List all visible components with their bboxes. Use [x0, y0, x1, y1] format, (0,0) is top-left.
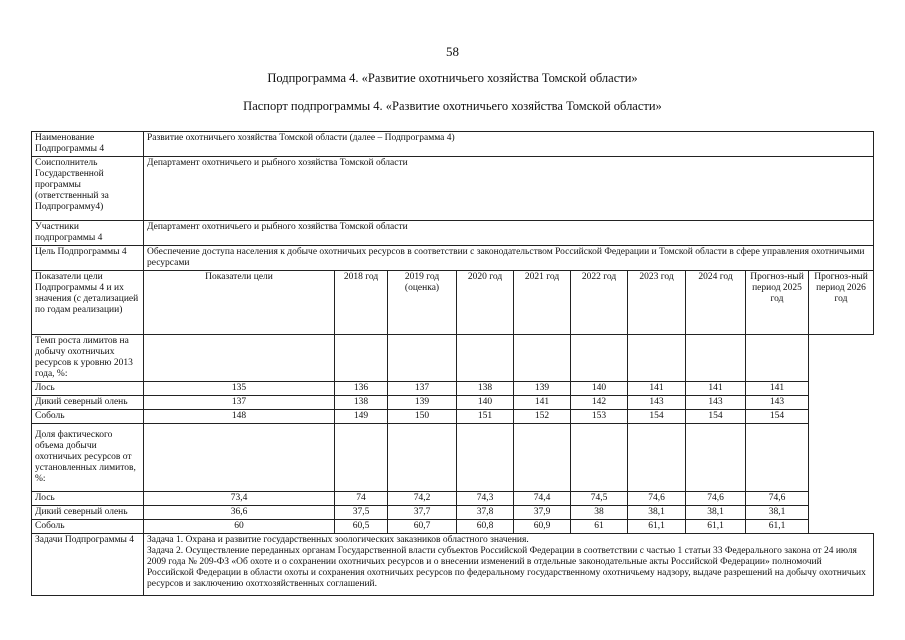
empty-cell [457, 335, 514, 382]
empty-cell [746, 424, 809, 492]
empty-cell [628, 335, 686, 382]
indicator-value: 38,1 [686, 506, 746, 520]
indicator-value: 38,1 [746, 506, 809, 520]
row-label: Наименование Подпрограммы 4 [32, 132, 144, 157]
header-year: 2021 год [514, 271, 571, 335]
empty-cell [628, 424, 686, 492]
indicator-row [32, 410, 874, 424]
empty-cell [457, 424, 514, 492]
task-2: Задача 2. Осуществление переданных органам Государственной власти субъектов Российской Федерации в соответствии с частью 1 статьи 33 Федерального закона от 24 июля 2009 года № 209-ФЗ «Об охоте и о сохранении охотничьих ресурсов и о внесении изменений в отдельные законодательные акты Российской Федерации» полномочий Российской Федерации в области охоты и сохранения охотничьих ресурсов по федеральному государственному охотничьему надзору, выдаче разрешений на добычу охотничьих ресурсов и заключению охотхозяйственных соглашений. [147, 546, 866, 589]
empty-cell [571, 424, 628, 492]
row-tasks [32, 534, 874, 596]
empty-cell [144, 335, 335, 382]
indicator-value: 150 [388, 410, 457, 424]
subprogram-title: Подпрограмма 4. «Развитие охотничьего хозяйства Томской области» [267, 71, 638, 85]
indicator-name: Дикий северный олень [32, 396, 144, 410]
indicator-value: 37,7 [388, 506, 457, 520]
indicator-value: 36,6 [144, 506, 335, 520]
header-year: 2023 год [628, 271, 686, 335]
indicator-value: 139 [514, 382, 571, 396]
indicator-value: 74,6 [628, 492, 686, 506]
header-year: Прогноз-ный период 2025 год [746, 271, 809, 335]
indicator-value: 135 [144, 382, 335, 396]
indicator-value: 37,5 [335, 506, 388, 520]
indicator-value: 60,8 [457, 520, 514, 534]
page-number: 58 [446, 44, 459, 59]
row-value: Департамент охотничьего и рыбного хозяйства Томской области [144, 157, 874, 221]
header-year: 2019 год (оценка) [388, 271, 457, 335]
empty-cell [144, 424, 335, 492]
indicator-value: 141 [746, 382, 809, 396]
indicator-value: 143 [746, 396, 809, 410]
header-indicator: Показатели цели [144, 271, 335, 335]
indicator-value: 61,1 [628, 520, 686, 534]
indicator-value: 60,5 [335, 520, 388, 534]
indicator-value: 152 [514, 410, 571, 424]
indicator-value: 151 [457, 410, 514, 424]
indicator-name: Соболь [32, 520, 144, 534]
row-value [144, 534, 874, 596]
indicator-value: 154 [628, 410, 686, 424]
indicator-value: 74,5 [571, 492, 628, 506]
empty-cell [571, 335, 628, 382]
indicator-value: 60,7 [388, 520, 457, 534]
row-value: Обеспечение доступа населения к добыче охотничьих ресурсов в соответствии с законодательством Российской Федерации и Томской области в сфере управления охотничьими ресурсами [144, 246, 874, 271]
row-label: Показатели цели Подпрограммы 4 и их значения (с детализацией по годам реализации) [32, 271, 144, 335]
indicator-group-row [32, 424, 874, 492]
indicator-value: 138 [335, 396, 388, 410]
row-name [32, 132, 874, 157]
task-1: Задача 1. Охрана и развитие государственных зоологических заказников областного значения. [147, 535, 529, 545]
empty-cell [335, 335, 388, 382]
indicator-value: 61,1 [686, 520, 746, 534]
empty-cell [335, 424, 388, 492]
indicator-row [32, 382, 874, 396]
empty-cell [388, 335, 457, 382]
row-value: Развитие охотничьего хозяйства Томской области (далее – Подпрограмма 4) [144, 132, 874, 157]
row-label: Соисполнитель Государственной программы (ответственный за Подпрограмму4) [32, 157, 144, 221]
indicator-value: 141 [514, 396, 571, 410]
indicator-value: 74 [335, 492, 388, 506]
indicator-value: 142 [571, 396, 628, 410]
passport-title: Паспорт подпрограммы 4. «Развитие охотничьего хозяйства Томской области» [243, 99, 662, 113]
indicator-row [32, 492, 874, 506]
empty-cell [686, 424, 746, 492]
row-value: Департамент охотничьего и рыбного хозяйства Томской области [144, 221, 874, 246]
indicator-body [32, 335, 874, 534]
row-label: Задачи Подпрограммы 4 [32, 534, 144, 596]
indicator-value: 38 [571, 506, 628, 520]
row-goal [32, 246, 874, 271]
indicator-value: 149 [335, 410, 388, 424]
indicator-value: 37,8 [457, 506, 514, 520]
indicator-value: 38,1 [628, 506, 686, 520]
indicator-value: 61,1 [746, 520, 809, 534]
indicator-group-title: Темп роста лимитов на добычу охотничьих ресурсов к уровню 2013 года, %: [32, 335, 144, 382]
indicator-value: 74,2 [388, 492, 457, 506]
row-label: Участники подпрограммы 4 [32, 221, 144, 246]
indicator-value: 141 [628, 382, 686, 396]
row-participants [32, 221, 874, 246]
indicator-name: Лось [32, 382, 144, 396]
indicator-value: 74,6 [746, 492, 809, 506]
indicator-value: 74,6 [686, 492, 746, 506]
indicator-value: 74,3 [457, 492, 514, 506]
indicator-value: 74,4 [514, 492, 571, 506]
empty-cell [746, 335, 809, 382]
indicator-value: 136 [335, 382, 388, 396]
indicator-name: Соболь [32, 410, 144, 424]
header-year: 2020 год [457, 271, 514, 335]
indicator-value: 153 [571, 410, 628, 424]
indicator-value: 73,4 [144, 492, 335, 506]
header-year: 2024 год [686, 271, 746, 335]
indicator-value: 143 [628, 396, 686, 410]
row-coexecutor [32, 157, 874, 221]
indicators-header-row [32, 271, 874, 335]
indicator-value: 37,9 [514, 506, 571, 520]
header-year: 2022 год [571, 271, 628, 335]
indicator-value: 154 [746, 410, 809, 424]
indicator-value: 139 [388, 396, 457, 410]
indicator-value: 140 [571, 382, 628, 396]
indicator-group-title: Доля фактического объема добычи охотничьих ресурсов от установленных лимитов, %: [32, 424, 144, 492]
indicator-value: 137 [388, 382, 457, 396]
indicator-name: Дикий северный олень [32, 506, 144, 520]
indicator-value: 138 [457, 382, 514, 396]
indicator-value: 60 [144, 520, 335, 534]
header-year: Прогноз-ный период 2026 год [809, 271, 874, 335]
empty-cell [514, 335, 571, 382]
indicator-value: 140 [457, 396, 514, 410]
indicator-name: Лось [32, 492, 144, 506]
empty-cell [686, 335, 746, 382]
indicator-value: 154 [686, 410, 746, 424]
empty-cell [388, 424, 457, 492]
indicator-row [32, 396, 874, 410]
passport-table [31, 131, 874, 596]
empty-cell [514, 424, 571, 492]
indicator-row [32, 520, 874, 534]
indicator-value: 137 [144, 396, 335, 410]
indicator-group-row [32, 335, 874, 382]
indicator-value: 148 [144, 410, 335, 424]
indicator-value: 141 [686, 382, 746, 396]
indicator-row [32, 506, 874, 520]
header-year: 2018 год [335, 271, 388, 335]
indicator-value: 60,9 [514, 520, 571, 534]
indicator-value: 61 [571, 520, 628, 534]
row-label: Цель Подпрограммы 4 [32, 246, 144, 271]
indicator-value: 143 [686, 396, 746, 410]
